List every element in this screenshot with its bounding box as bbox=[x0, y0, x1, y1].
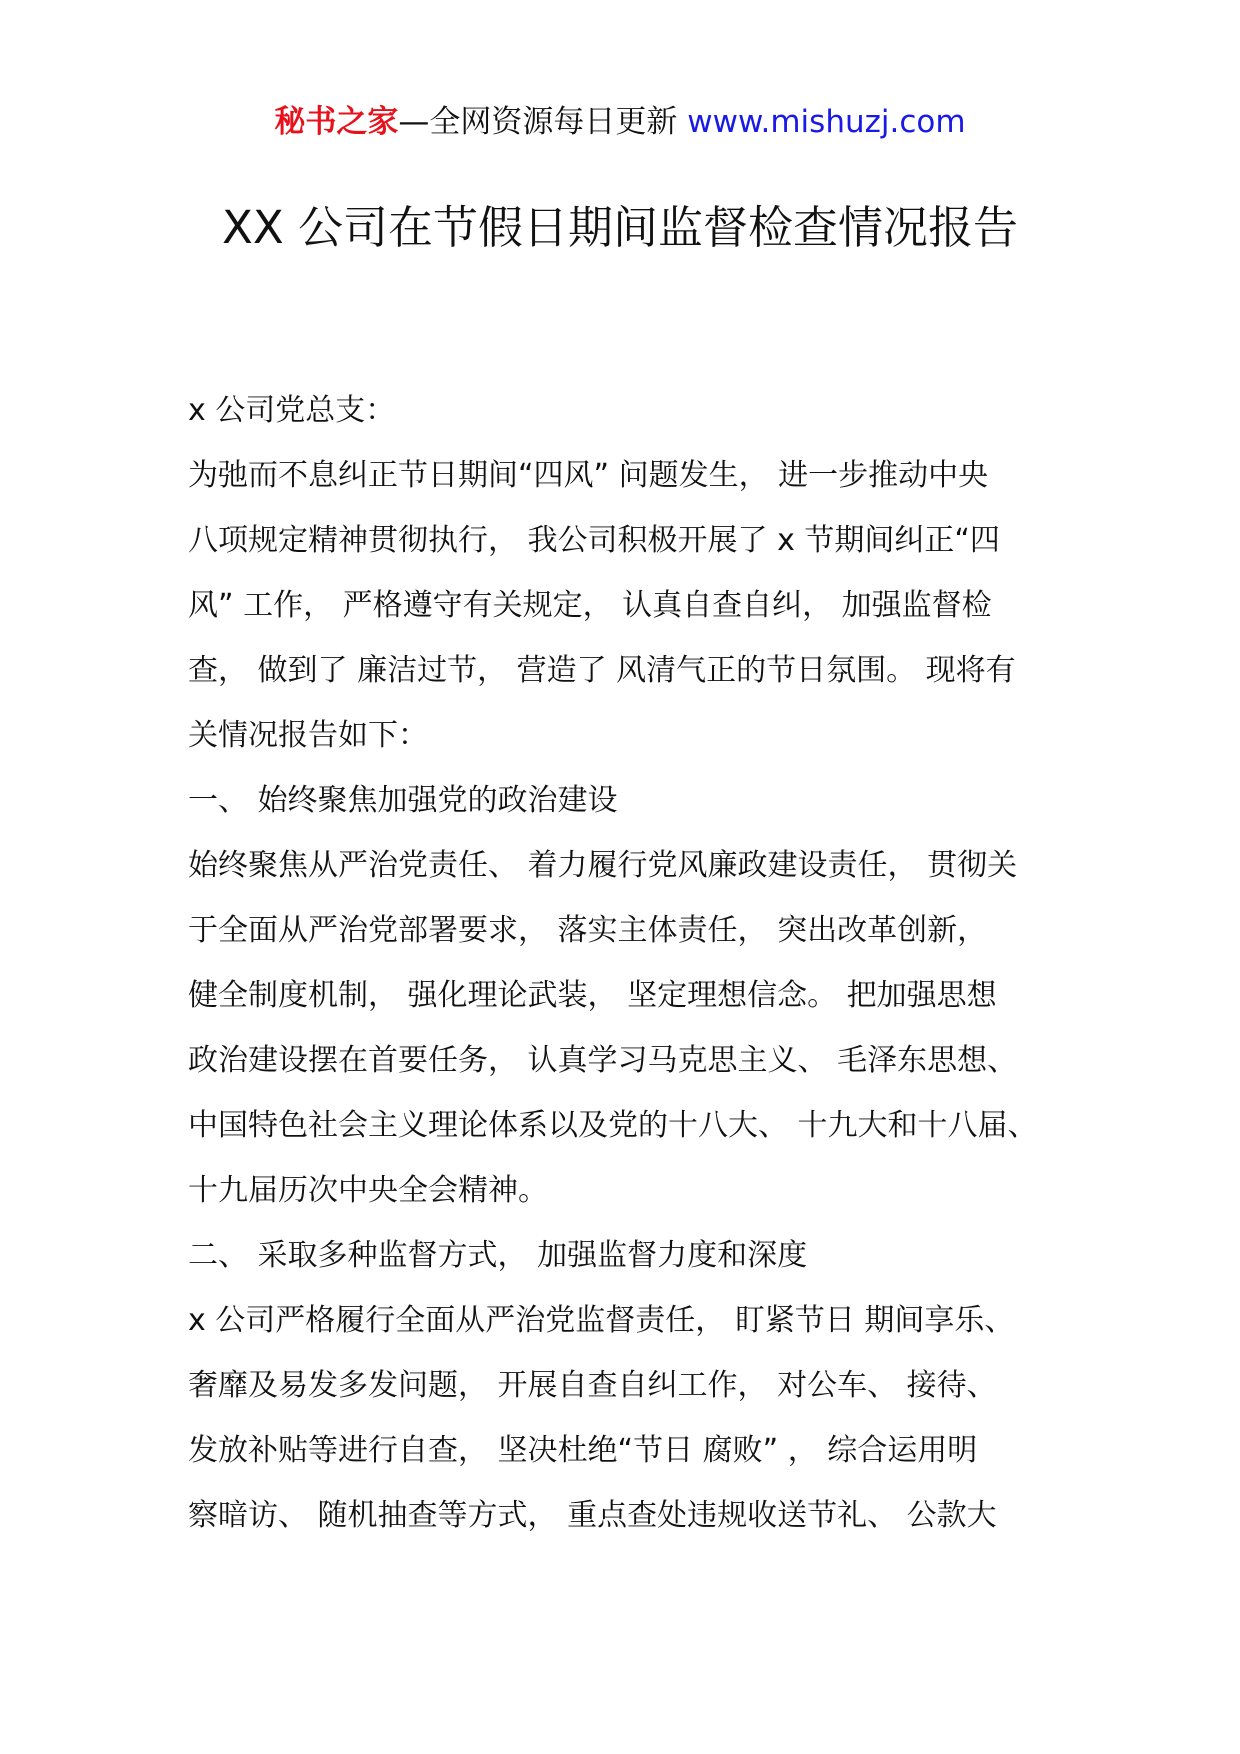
paragraph-line: 中国特色社会主义理论体系以及党的十八大、 十九大和十八届、 bbox=[188, 1108, 1038, 1143]
section-heading-2: 二、 采取多种监督方式， 加强监督力度和深度 bbox=[188, 1238, 808, 1273]
header-url-link[interactable]: www.mishuzj.com bbox=[687, 104, 966, 140]
header-tagline: —全网资源每日更新 bbox=[398, 104, 678, 140]
paragraph-line: 始终聚焦从严治党责任、 着力履行党风廉政建设责任， 贯彻关 bbox=[188, 848, 1018, 883]
paragraph-line: 十九届历次中央全会精神。 bbox=[188, 1173, 548, 1208]
site-header bbox=[0, 100, 1240, 144]
paragraph-line: 于全面从严治党部署要求， 落实主体责任， 突出改革创新， bbox=[188, 913, 988, 948]
paragraph-line: 为弛而不息纠正节日期间“四风” 问题发生， 进一步推动中央 bbox=[188, 458, 989, 493]
paragraph-line: 奢靡及易发多发问题， 开展自查自纠工作， 对公车、 接待、 bbox=[188, 1368, 997, 1403]
brand-name: 秘书之家 bbox=[274, 104, 399, 140]
salutation-line: x 公司党总支： bbox=[188, 393, 396, 428]
paragraph-line: 政治建设摆在首要任务， 认真学习马克思主义、 毛泽东思想、 bbox=[188, 1043, 1018, 1078]
document-body bbox=[188, 378, 1068, 1548]
paragraph-line: x 公司严格履行全面从严治党监督责任， 盯紧节日 期间享乐、 bbox=[188, 1303, 1015, 1338]
paragraph-line: 察暗访、 随机抽查等方式， 重点查处违规收送节礼、 公款大 bbox=[188, 1498, 997, 1533]
document-title: XX 公司在节假日期间监督检查情况报告 bbox=[222, 201, 1018, 254]
paragraph-line: 查， 做到了 廉洁过节， 营造了 风清气正的节日氛围。 现将有 bbox=[188, 653, 1016, 688]
paragraph-line: 风” 工作， 严格遵守有关规定， 认真自查自纠， 加强监督检 bbox=[188, 588, 992, 623]
paragraph-line: 关情况报告如下： bbox=[188, 718, 428, 753]
section-heading-1: 一、 始终聚焦加强党的政治建设 bbox=[188, 783, 618, 818]
paragraph-line: 八项规定精神贯彻执行， 我公司积极开展了 x 节期间纠正“四 bbox=[188, 523, 1000, 558]
paragraph-line: 健全制度机制， 强化理论武装， 坚定理想信念。 把加强思想 bbox=[188, 978, 997, 1013]
paragraph-line: 发放补贴等进行自查， 坚决杜绝“节日 腐败” ， 综合运用明 bbox=[188, 1433, 978, 1468]
